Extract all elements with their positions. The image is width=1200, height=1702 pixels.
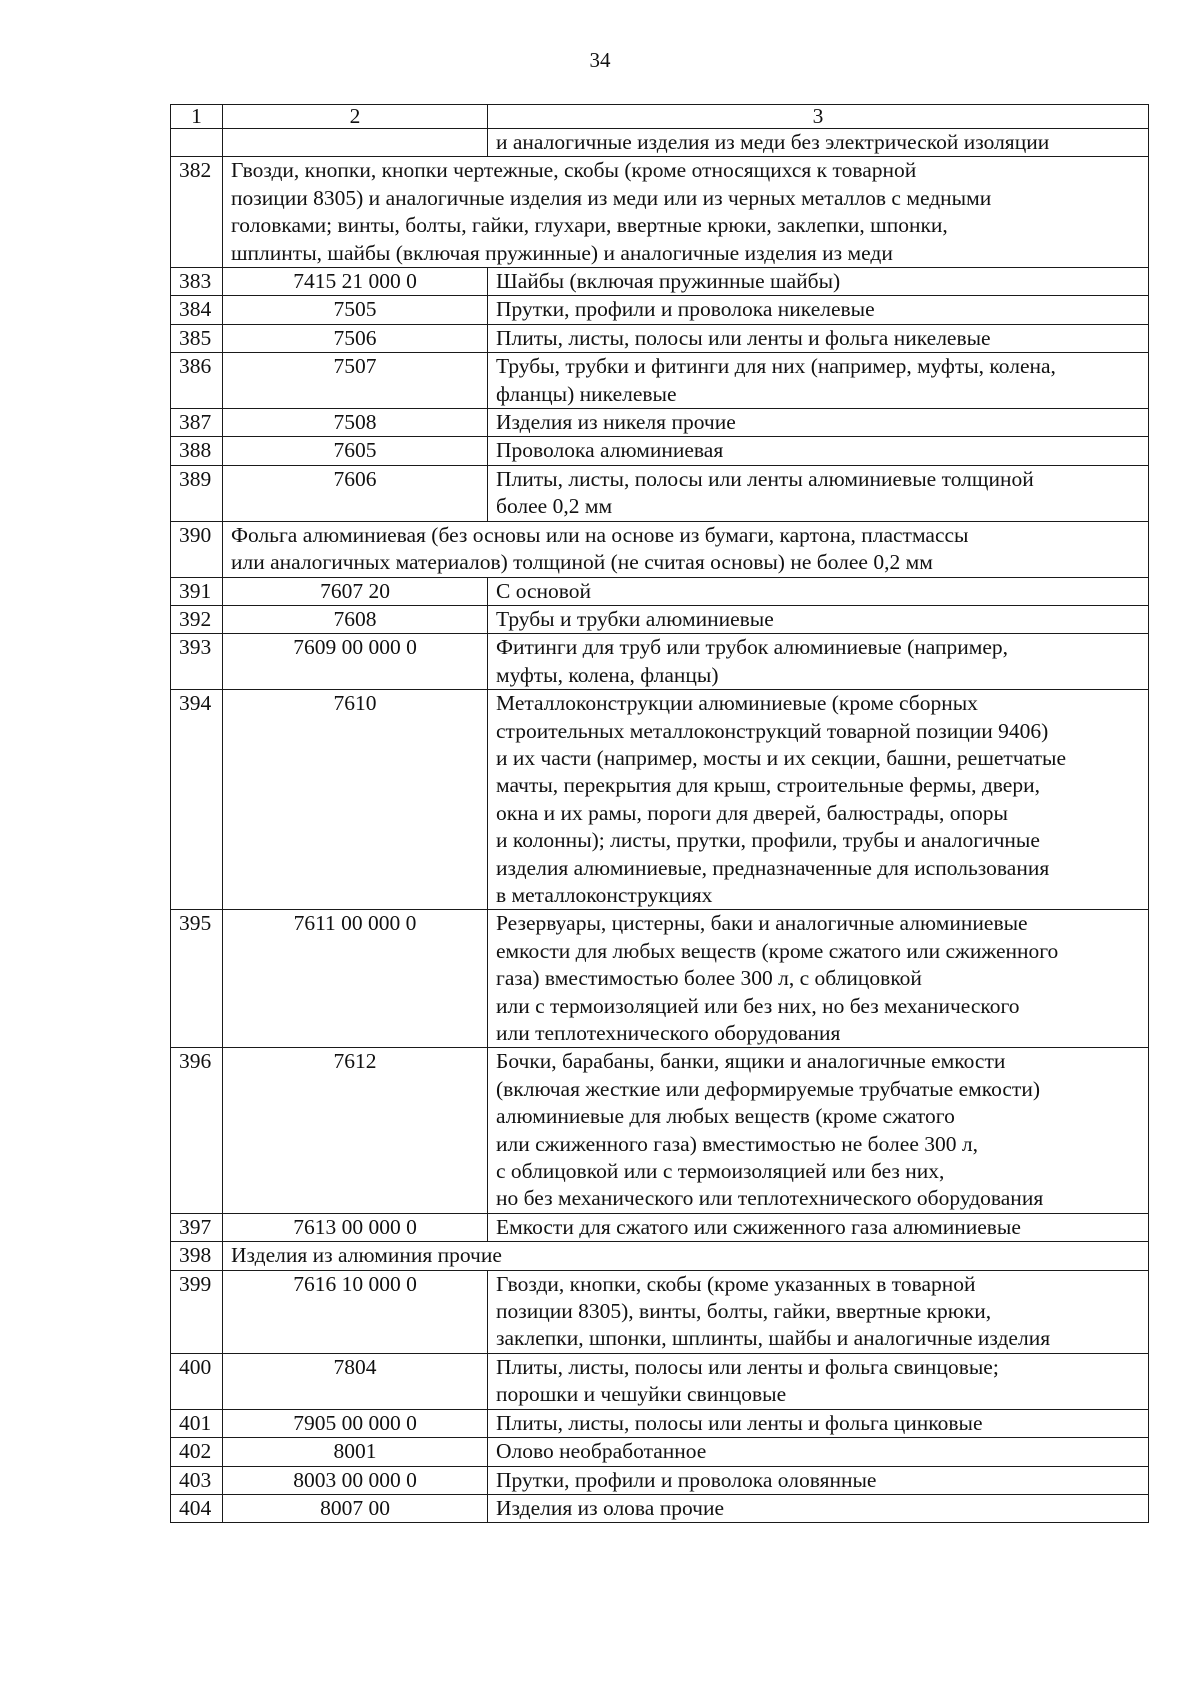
text-line: более 0,2 мм (496, 494, 613, 519)
item-description (488, 296, 1149, 324)
table-row (171, 690, 1149, 910)
tnved-code: 7616 10 000 0 (223, 1270, 488, 1353)
tnved-code: 7506 (223, 324, 488, 352)
text-line: изделия алюминиевые, предназначенные для использования (496, 855, 1050, 880)
table-row (171, 1353, 1149, 1409)
tnved-code: 7613 00 000 0 (223, 1213, 488, 1241)
text-line: Трубы, трубки и фитинги для них (например, муфты, колена, (496, 354, 1056, 379)
text-line: заклепки, шпонки, шплинты, шайбы и аналогичные изделия (496, 1326, 1051, 1351)
table-row (171, 324, 1149, 352)
tnved-code: 7804 (223, 1353, 488, 1409)
continuation-row (171, 129, 1149, 157)
header-col-3: 3 (488, 105, 1149, 129)
text-line: Изделия из олова прочие (496, 1495, 725, 1520)
text-line: алюминиевые для любых веществ (кроме сжатого (496, 1104, 955, 1129)
text-line: порошки и чешуйки свинцовые (496, 1382, 787, 1407)
tnved-code: 7415 21 000 0 (223, 268, 488, 296)
text-line: Плиты, листы, полосы или ленты алюминиевые толщиной (496, 466, 1034, 491)
tnved-code: 7505 (223, 296, 488, 324)
text-line: окна и их рамы, пороги для дверей, балюстрады, опоры (496, 800, 1008, 825)
table-row (171, 296, 1149, 324)
text-line: или аналогичных материалов) толщиной (не считая основы) не более 0,2 мм (231, 550, 933, 575)
text-line: позиции 8305), винты, болты, гайки, ввертные крюки, (496, 1299, 992, 1324)
text-line: фланцы) никелевые (496, 381, 677, 406)
tnved-code: 7508 (223, 409, 488, 437)
row-number: 391 (171, 577, 223, 605)
row-number: 388 (171, 437, 223, 465)
table-row (171, 1213, 1149, 1241)
text-line: или с термоизоляцией или без них, но без механического (496, 993, 1020, 1018)
tnved-code: 8001 (223, 1438, 488, 1466)
item-description (488, 1213, 1149, 1241)
row-number: 394 (171, 690, 223, 910)
tnved-code: 8007 00 (223, 1494, 488, 1522)
table-header-row (171, 105, 1149, 129)
table-row (171, 1048, 1149, 1213)
row-number: 384 (171, 296, 223, 324)
item-description (488, 1048, 1149, 1213)
text-line: и их части (например, мосты и их секции, башни, решетчатые (496, 745, 1067, 770)
row-number: 385 (171, 324, 223, 352)
text-line: С основой (496, 578, 592, 603)
table-row (171, 1270, 1149, 1353)
table-row (171, 353, 1149, 409)
text-line: (включая жесткие или деформируемые трубчатые емкости) (496, 1076, 1040, 1101)
row-number: 403 (171, 1466, 223, 1494)
tnved-code: 7606 (223, 465, 488, 521)
table-row (171, 465, 1149, 521)
tnved-code: 7612 (223, 1048, 488, 1213)
item-description (488, 910, 1149, 1048)
row-number: 386 (171, 353, 223, 409)
item-description (488, 634, 1149, 690)
tnved-code: 7610 (223, 690, 488, 910)
row-number: 382 (171, 157, 223, 268)
table-row (171, 634, 1149, 690)
table-row (171, 409, 1149, 437)
row-number: 396 (171, 1048, 223, 1213)
text-line: муфты, колена, фланцы) (496, 662, 719, 687)
header-col-1: 1 (171, 105, 223, 129)
text-line: Бочки, барабаны, банки, ящики и аналогичные емкости (496, 1049, 1006, 1074)
row-number: 397 (171, 1213, 223, 1241)
item-description (488, 1353, 1149, 1409)
text-line: Изделия из алюминия прочие (231, 1243, 502, 1268)
item-description (488, 409, 1149, 437)
header-col-2: 2 (223, 105, 488, 129)
text-line: мачты, перекрытия для крыш, строительные фермы, двери, (496, 773, 1040, 798)
continuation-code-cell (223, 129, 488, 157)
tnved-code: 8003 00 000 0 (223, 1466, 488, 1494)
group-heading (223, 1242, 1149, 1270)
table-row (171, 157, 1149, 268)
text-line: Металлоконструкции алюминиевые (кроме сборных (496, 691, 978, 716)
tnved-code: 7608 (223, 605, 488, 633)
item-description (488, 1270, 1149, 1353)
tnved-code: 7507 (223, 353, 488, 409)
item-description (488, 268, 1149, 296)
row-number: 390 (171, 521, 223, 577)
item-description (488, 605, 1149, 633)
row-number: 395 (171, 910, 223, 1048)
tnved-code: 7611 00 000 0 (223, 910, 488, 1048)
row-number: 392 (171, 605, 223, 633)
text-line: Гвозди, кнопки, скобы (кроме указанных в товарной (496, 1271, 976, 1296)
item-description (488, 324, 1149, 352)
text-line: с облицовкой или с термоизоляцией или без них, (496, 1159, 945, 1184)
text-line: Проволока алюминиевая (496, 438, 724, 463)
item-description (488, 353, 1149, 409)
group-heading (223, 521, 1149, 577)
text-line: и колонны); листы, прутки, профили, трубы и аналогичные (496, 828, 1040, 853)
goods-table (170, 104, 1149, 1523)
text-line: Трубы и трубки алюминиевые (496, 606, 774, 631)
text-line: Резервуары, цистерны, баки и аналогичные алюминиевые (496, 911, 1028, 936)
text-line: или сжиженного газа) вместимостью не более 300 л, (496, 1131, 978, 1156)
row-number: 383 (171, 268, 223, 296)
row-number: 404 (171, 1494, 223, 1522)
item-description (488, 1494, 1149, 1522)
row-number: 399 (171, 1270, 223, 1353)
row-number: 389 (171, 465, 223, 521)
text-line: в металлоконструкциях (496, 882, 713, 907)
item-description (488, 437, 1149, 465)
table-row (171, 521, 1149, 577)
row-number: 393 (171, 634, 223, 690)
text-line: Прутки, профили и проволока оловянные (496, 1467, 877, 1492)
tnved-code: 7605 (223, 437, 488, 465)
text-line: Гвозди, кнопки, кнопки чертежные, скобы (кроме относящихся к товарной (231, 158, 917, 183)
row-number: 401 (171, 1409, 223, 1437)
page-number: 34 (589, 48, 611, 72)
row-number: 387 (171, 409, 223, 437)
item-description (488, 1409, 1149, 1437)
text-line: Плиты, листы, полосы или ленты и фольга никелевые (496, 325, 991, 350)
table-row (171, 437, 1149, 465)
text-line: но без механического или теплотехнического оборудования (496, 1186, 1044, 1211)
tnved-code: 7609 00 000 0 (223, 634, 488, 690)
text-line: шплинты, шайбы (включая пружинные) и аналогичные изделия из меди (231, 240, 893, 265)
item-description (488, 577, 1149, 605)
text-line: газа) вместимостью более 300 л, с облицовкой (496, 966, 922, 991)
table-row (171, 605, 1149, 633)
text-line: Изделия из никеля прочие (496, 410, 736, 435)
text-line: строительных металлоконструкций товарной позиции 9406) (496, 718, 1049, 743)
text-line: или теплотехнического оборудования (496, 1021, 841, 1045)
text-line: емкости для любых веществ (кроме сжатого или сжиженного (496, 938, 1059, 963)
item-description (488, 465, 1149, 521)
item-description (488, 690, 1149, 910)
table-row (171, 577, 1149, 605)
continuation-num-cell (171, 129, 223, 157)
table-row (171, 1242, 1149, 1270)
text-line: Плиты, листы, полосы или ленты и фольга свинцовые; (496, 1354, 999, 1379)
text-line: позиции 8305) и аналогичные изделия из меди или из черных металлов с медными (231, 185, 992, 210)
tnved-code: 7607 20 (223, 577, 488, 605)
text-line: Фитинги для труб или трубок алюминиевые (например, (496, 635, 1009, 660)
row-number: 402 (171, 1438, 223, 1466)
table-row (171, 1438, 1149, 1466)
text-line: головками; винты, болты, гайки, глухари, ввертные крюки, заклепки, шпонки, (231, 213, 948, 238)
text-line: Емкости для сжатого или сжиженного газа алюминиевые (496, 1214, 1021, 1239)
text-line: Плиты, листы, полосы или ленты и фольга цинковые (496, 1410, 983, 1435)
table-row (171, 1494, 1149, 1522)
table-row (171, 910, 1149, 1048)
text-line: Фольга алюминиевая (без основы или на основе из бумаги, картона, пластмассы (231, 522, 969, 547)
item-description (488, 1438, 1149, 1466)
text-line: Шайбы (включая пружинные шайбы) (496, 269, 841, 294)
row-number: 400 (171, 1353, 223, 1409)
item-description (488, 1466, 1149, 1494)
table-body (171, 105, 1149, 1523)
table-row (171, 1466, 1149, 1494)
group-heading (223, 157, 1149, 268)
tnved-code: 7905 00 000 0 (223, 1409, 488, 1437)
continuation-text: и аналогичные изделия из меди без электрической изоляции (488, 129, 1149, 157)
text-line: Олово необработанное (496, 1439, 707, 1464)
table-row (171, 268, 1149, 296)
table-row (171, 1409, 1149, 1437)
row-number: 398 (171, 1242, 223, 1270)
text-line: Прутки, профили и проволока никелевые (496, 297, 875, 322)
